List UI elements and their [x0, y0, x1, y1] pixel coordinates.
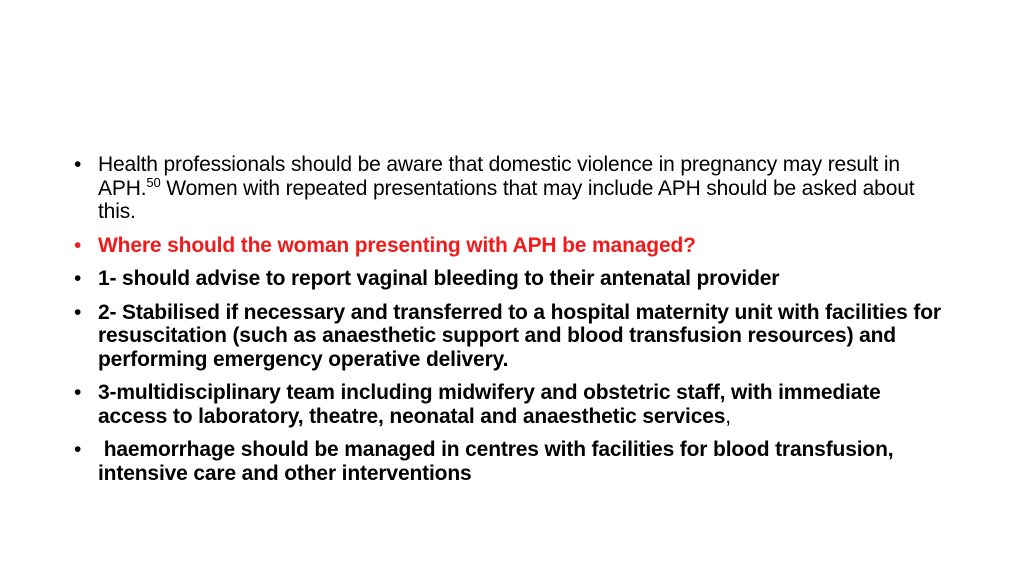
bullet-marker: •	[74, 300, 82, 324]
bullet-item-multidisciplinary-team	[74, 381, 954, 428]
bullet-marker: •	[74, 233, 82, 257]
bullet-item-stabilised	[74, 301, 954, 372]
bullet-marker: •	[74, 381, 82, 404]
bullet-text-main: Health professionals should be aware that domestic violence in pregnancy may result in APH.	[98, 153, 900, 200]
bullet-item-haemorrhage-centres	[74, 438, 954, 485]
bullet-text: 1- should advise to report vaginal bleeding to their antenatal provider	[98, 267, 780, 290]
bullet-text	[98, 153, 914, 223]
bullet-text-main: 3-multidisciplinary team including midwifery and obstetric staff, with immediate access to laboratory, theatre, neonatal and anaesthetic services	[98, 381, 881, 428]
bullet-item-domestic-violence	[74, 153, 954, 224]
bullet-text: 2- Stabilised if necessary and transferred to a hospital maternity unit with facilities for resuscitation (such as anaesthetic support and blood transfusion resources) and performing emergency operative delivery.	[98, 300, 941, 371]
bullet-list	[74, 153, 954, 495]
bullet-text	[98, 381, 881, 428]
bullet-text: haemorrhage should be managed in centres with facilities for blood transfusion, intensive care and other interventions	[98, 438, 900, 485]
trailing-comma: ,	[725, 404, 731, 428]
bullet-item-management-question	[74, 234, 954, 258]
bullet-marker: •	[74, 153, 82, 176]
citation-superscript: 50	[146, 174, 161, 190]
bullet-marker: •	[74, 438, 82, 461]
bullet-text-continued: Women with repeated presentations that may include APH should be asked about this.	[98, 176, 915, 223]
bullet-item-report-bleeding	[74, 267, 954, 291]
bullet-heading-text: Where should the woman presenting with APH be managed?	[98, 233, 696, 257]
bullet-marker: •	[74, 267, 82, 290]
